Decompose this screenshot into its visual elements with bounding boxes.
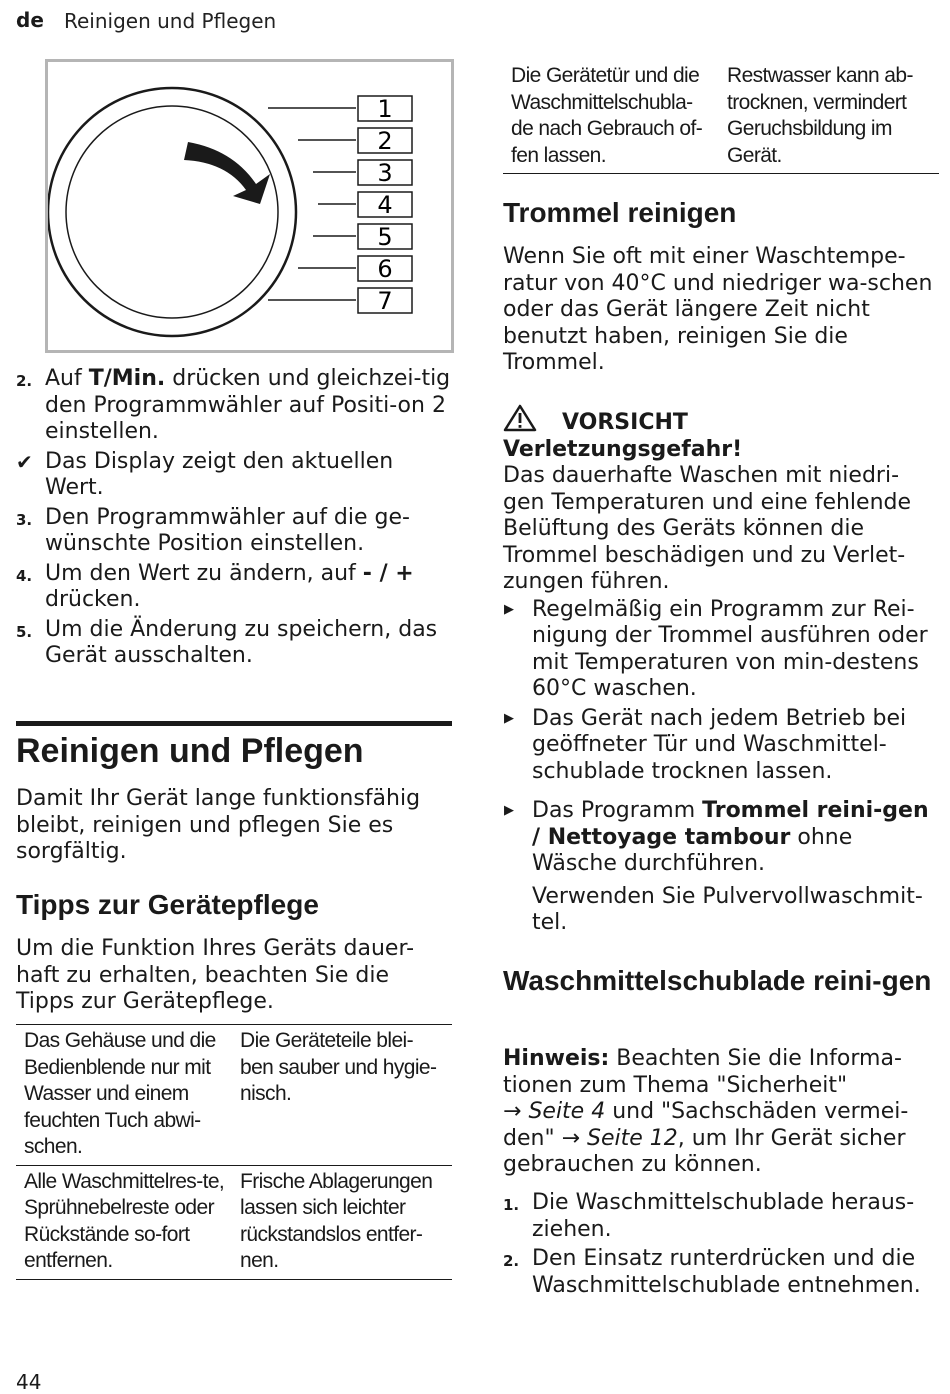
table-row	[503, 60, 939, 174]
step-text: drücken.	[45, 587, 141, 612]
drawer-step-1	[503, 1190, 939, 1243]
warning-header	[503, 404, 939, 437]
program-dial-illustration	[48, 62, 451, 350]
step-text: Um den Wert zu ändern, auf	[45, 560, 363, 586]
step-text: Den Programmwähler auf die ge-wünschte Position einstellen.	[45, 504, 410, 556]
step-text: drücken und gleichzei-tig den Programmwähler auf Positi-on 2 einstellen.	[45, 366, 451, 444]
tips-table-continued	[503, 60, 939, 174]
program-instruction	[503, 798, 939, 937]
header-title: Reinigen und Pflegen	[64, 9, 277, 33]
bullet-text: Das Gerät nach jedem Betrieb bei geöffneter Tür und Waschmittel-schublade trocknen lassen.	[532, 705, 907, 784]
section-title: Reinigen und Pflegen	[16, 732, 364, 770]
drum-intro: Wenn Sie oft mit einer Waschtempe-ratur von 40°C und niedriger wa-schen oder das Gerät längere Zeit nicht benutzt haben, reinigen Sie die Trommel.	[503, 244, 933, 375]
table-cell: Restwasser kann ab-trocknen, vermindert Geruchsbildung im Gerät.	[719, 60, 939, 174]
drawer-title: Waschmittelschublade reini-gen	[503, 965, 932, 996]
table-row	[16, 1165, 452, 1279]
page-reference-link[interactable]: Seite 4	[528, 1099, 606, 1124]
step-text: Auf	[45, 366, 89, 391]
program-name: Trommel reini-gen	[702, 798, 929, 823]
table-cell: Alle Waschmittelres-te, Sprühnebelreste oder Rückstände so-fort entfernen.	[16, 1165, 232, 1279]
step-4	[16, 561, 452, 614]
step-number: 3.	[16, 510, 33, 529]
warning-triangle-icon	[503, 404, 537, 432]
step-number: 4.	[16, 566, 33, 585]
step-number: 1.	[503, 1196, 520, 1214]
warning-label: VORSICHT	[562, 410, 688, 435]
drawer-steps	[503, 1190, 939, 1302]
tips-table	[16, 1024, 452, 1280]
checkmark-icon: ✔	[16, 449, 33, 474]
drum-title: Trommel reinigen	[503, 197, 737, 228]
step-2	[16, 366, 452, 446]
position-label: 4	[377, 191, 393, 219]
hint-label: Hinweis:	[503, 1046, 610, 1071]
table-cell: Die Gerätetür und die Waschmittelschubla-de nach Gebrauch of-fen lassen.	[503, 60, 719, 174]
tips-intro: Um die Funktion Ihres Geräts dauer-haft zu erhalten, beachten Sie die Tipps zur Gerätepflege.	[16, 936, 415, 1014]
arrow-icon: →	[503, 1099, 522, 1124]
page-number: 44	[16, 1370, 42, 1394]
result-text: Das Display zeigt den aktuellen Wert.	[45, 448, 394, 500]
step-5	[16, 617, 452, 670]
drawer-step-2	[503, 1246, 939, 1299]
button-name: - / +	[362, 560, 414, 586]
warning-bullet	[503, 597, 939, 703]
section-rule	[16, 721, 452, 726]
table-row	[16, 1025, 452, 1166]
warning-heading: Verletzungsgefahr!	[503, 436, 743, 462]
step-text: Um die Änderung zu speichern, das Gerät ausschalten.	[45, 616, 438, 668]
header-language: de	[16, 8, 44, 32]
program-note: Verwenden Sie Pulvervollwaschmit-tel.	[532, 883, 923, 935]
bullet-text: ohne Wäsche durchführen.	[532, 824, 853, 876]
page-reference-link[interactable]: Seite 12	[587, 1125, 678, 1151]
bullet-triangle-icon: ▶	[504, 803, 514, 818]
position-label: 7	[377, 287, 393, 315]
arrow-icon: →	[561, 1125, 580, 1151]
table-cell: Die Geräteteile blei-ben sauber und hygie-nisch.	[232, 1025, 452, 1166]
tips-title: Tipps zur Gerätepflege	[16, 889, 319, 920]
hint-text: Beachten Sie die Informa-tionen zum Thema "Sicherheit"	[503, 1046, 902, 1098]
program-name: Nettoyage tambour	[547, 824, 791, 850]
bullet-text: Das Programm	[532, 798, 703, 823]
hint-block	[503, 1046, 939, 1179]
step-number: 2.	[503, 1252, 520, 1270]
position-label: 3	[377, 159, 393, 187]
button-name: T/Min.	[88, 366, 166, 391]
step-text: Den Einsatz runterdrücken und die Waschmittelschublade entnehmen.	[532, 1246, 921, 1298]
table-cell: Frische Ablagerungen lassen sich leichter rückstandslos entfer-nen.	[232, 1165, 452, 1279]
program-bullet	[503, 798, 939, 878]
step-text: Die Waschmittelschublade heraus-ziehen.	[532, 1190, 915, 1242]
position-label: 5	[377, 223, 393, 251]
warning-block	[503, 404, 939, 788]
bullet-text: Regelmäßig ein Programm zur Rei-nigung der Trommel ausführen oder mit Temperaturen von min-destens 60°C waschen.	[532, 596, 928, 701]
instruction-steps	[16, 366, 452, 673]
warning-bullet	[503, 706, 939, 786]
bullet-triangle-icon: ▶	[504, 710, 514, 726]
section-intro: Damit Ihr Gerät lange funktionsfähig bleibt, reinigen und pflegen Sie es sorgfältig.	[16, 786, 421, 864]
step-number: 5.	[16, 622, 33, 641]
bullet-triangle-icon: ▶	[504, 601, 514, 617]
hint-text: , um Ihr Gerät sicher gebrauchen zu können.	[503, 1125, 906, 1177]
step-3	[16, 505, 452, 558]
position-label: 2	[377, 127, 393, 155]
step-result	[16, 449, 452, 502]
step-number: 2.	[16, 372, 33, 390]
position-label: 1	[377, 95, 393, 123]
warning-text: Das dauerhafte Waschen mit niedri-gen Temperaturen und eine fehlende Belüftung des Geräts können die Trommel beschädigen und zu Verlet-zungen führen.	[503, 463, 912, 594]
table-cell: Das Gehäuse und die Bedienblende nur mit Wasser und einem feuchten Tuch abwi-schen.	[16, 1025, 232, 1166]
program-dial-figure	[45, 59, 454, 353]
position-label: 6	[377, 255, 393, 283]
separator: /	[532, 824, 548, 850]
hint-text: und "Sachschäden vermei-den"	[503, 1099, 909, 1151]
